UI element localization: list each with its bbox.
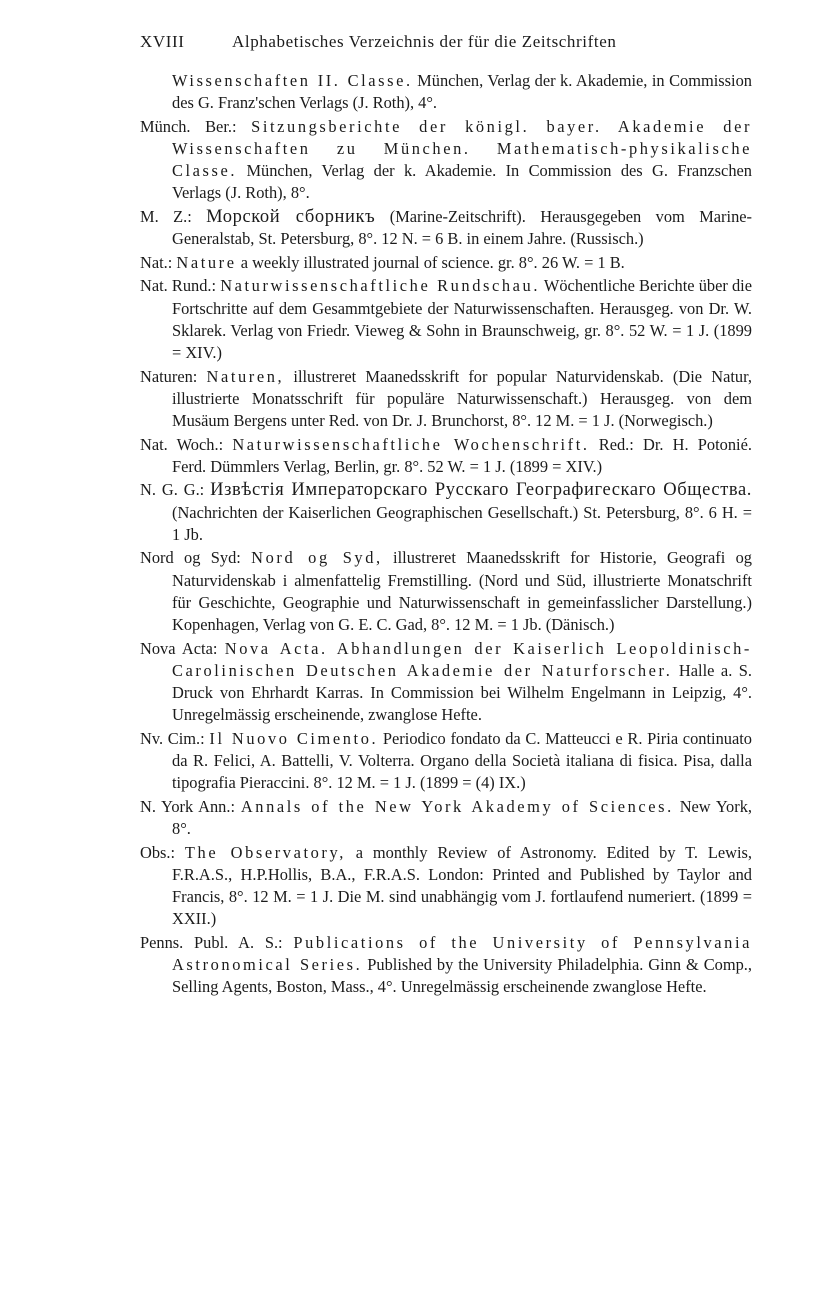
journal-details: illustreret Maanedsskrift for Historie, Geografi og Naturvidenskab i almenfattelig Fremstilling. (Nord und Süd, illustrierte Monatschrift für Geschichte, Geographie und Naturwissenschaft in gemeinfasslicher Darstellung.) Kopenhagen, Verlag von G. E. C. Gad, 8°. 12 M. = 1 Jb. (Dänisch.)	[172, 548, 752, 634]
journal-list	[140, 70, 752, 1000]
journal-details: (Marine-Zeitschrift). Herausgegeben vom Marine-Generalstab, St. Petersburg, 8°. 12 N. = 6 B. in einem Jahre. (Russisch.)	[172, 207, 753, 249]
journal-entry	[140, 116, 752, 205]
journal-abbreviation: Münch. Ber.:	[140, 116, 252, 136]
journal-entry	[140, 275, 752, 364]
journal-details: Published by the University Philadelphia. Ginn & Comp., Selling Agents, Boston, Mass., 4°. Unregelmässig erscheinende zwanglose Hefte.	[172, 955, 752, 997]
journal-details: München, Verlag der k. Akademie, in Commission des G. Franz'schen Verlags (J. Roth), 4°.	[172, 71, 752, 113]
journal-title: Il Nuovo Cimento.	[209, 728, 379, 748]
journal-entry	[140, 932, 752, 999]
journal-title: Naturen,	[206, 366, 285, 386]
journal-title: The Observatory,	[184, 842, 346, 862]
journal-details: Halle a. S. Druck von Ehrhardt Karras. In Commission bei Wilhelm Engelmann in Leipzig, 4°. Unregelmässig erscheinende, zwanglose Hefte.	[172, 660, 753, 725]
journal-entry	[140, 728, 752, 795]
journal-details: New York, 8°.	[172, 796, 752, 838]
journal-entry	[140, 206, 752, 250]
journal-title: Nova Acta. Abhandlungen der Kaiserlich Leopoldinisch-Carolinischen Deutschen Akademie der Naturforscher.	[172, 638, 752, 680]
journal-title: Annals of the New York Akademy of Sciences.	[240, 796, 674, 816]
journal-title: Nord og Syd,	[251, 548, 383, 568]
journal-details: München, Verlag der k. Akademie. In Commission des G. Franzschen Verlags (J. Roth), 8°.	[172, 161, 752, 203]
journal-title: Naturwissenschaftliche Wochenschrift.	[232, 434, 590, 454]
journal-abbreviation: N. G. G.:	[140, 480, 211, 500]
journal-abbreviation: Nova Acta:	[140, 638, 225, 658]
journal-abbreviation: Nat. Rund.:	[140, 276, 221, 296]
journal-entry	[140, 366, 752, 433]
journal-details: Red.: Dr. H. Potonié. Ferd. Dümmlers Verlag, Berlin, gr. 8°. 52 W. = 1 J. (1899 = XIV.)	[172, 434, 752, 476]
running-header	[140, 32, 752, 56]
journal-details: a monthly Review of Astronomy. Edited by T. Lewis, F.R.A.S., H.P.Hollis, B.A., F.R.A.S. London: Printed and Published by Taylor and Francis, 8°. 12 M. = 1 J. Die M. sind unabhängig vom J. fortlaufend numeriert. (1899 = XXII.)	[172, 842, 752, 929]
journal-abbreviation: Nv. Cim.:	[140, 728, 210, 748]
journal-entry	[140, 842, 752, 931]
journal-entry	[140, 479, 752, 546]
journal-details: a weekly illustrated journal of science. gr. 8°. 26 W. = 1 B.	[236, 252, 625, 272]
journal-entry	[140, 252, 752, 274]
journal-title: Sitzungsberichte der königl. bayer. Akademie der Wissenschaften zu München. Mathematisch-physikalische Classe.	[172, 116, 752, 181]
journal-title: Wissenschaften II. Classe.	[172, 71, 413, 90]
journal-abbreviation: N. York Ann.:	[140, 796, 241, 816]
journal-abbreviation: Obs.:	[140, 842, 185, 862]
journal-title: Извѣстія Императорскаго Русскаго Географигескаго Общества.	[210, 480, 753, 501]
journal-title: Nature	[176, 252, 237, 272]
journal-details: Periodico fondato da C. Matteucci e R. Piria continuato da R. Felici, A. Battelli, V. Volterra. Organo della Società italiana di fisica. Pisa, dalla tipografia Pieraccini. 8°. 12 M. = 1 J. (1899 = (4) IX.)	[172, 728, 752, 793]
journal-title: Naturwissenschaftliche Rundschau.	[220, 276, 541, 296]
journal-title: Морской сборникъ	[206, 207, 376, 227]
journal-entry	[140, 796, 752, 840]
journal-abbreviation: Nord og Syd:	[140, 548, 252, 568]
journal-abbreviation: Nat. Woch.:	[140, 434, 233, 454]
journal-details: (Nachrichten der Kaiserlichen Geographischen Gesellschaft.) St. Petersburg, 8°. 6 H. = 1 Jb.	[172, 502, 752, 544]
journal-abbreviation: Penns. Publ. A. S.:	[140, 932, 294, 952]
journal-details: illustreret Maanedsskrift for popular Naturvidenskab. (Die Natur, illustrierte Monatsschrift für populäre Naturwissenschaft.) Herausgeg. von dem Musäum Bergens unter Red. von Dr. J. Brunchorst, 8°. 12 M. = 1 J. (Norwegisch.)	[172, 366, 752, 430]
journal-entry	[140, 434, 752, 478]
journal-abbreviation: M. Z.:	[140, 207, 207, 226]
journal-entry	[140, 638, 752, 727]
journal-abbreviation: Nat.:	[140, 252, 177, 272]
running-title: Alphabetisches Verzeichnis der für die Zeitschriften	[232, 32, 617, 51]
journal-abbreviation: Naturen:	[140, 366, 207, 386]
journal-entry	[140, 547, 752, 636]
journal-entry	[140, 70, 752, 114]
journal-title: Publications of the University of Pennsylvania Astronomical Series.	[172, 932, 752, 974]
journal-details: Wöchentliche Berichte über die Fortschritte auf dem Gesammtgebiete der Naturwissenschaften. Herausgeg. von Dr. W. Sklarek. Verlag von Friedr. Vieweg & Sohn in Braunschweig, gr. 8°. 52 W. = 1 J. (1899 = XIV.)	[172, 276, 752, 362]
page-number: XVIII	[140, 32, 185, 51]
